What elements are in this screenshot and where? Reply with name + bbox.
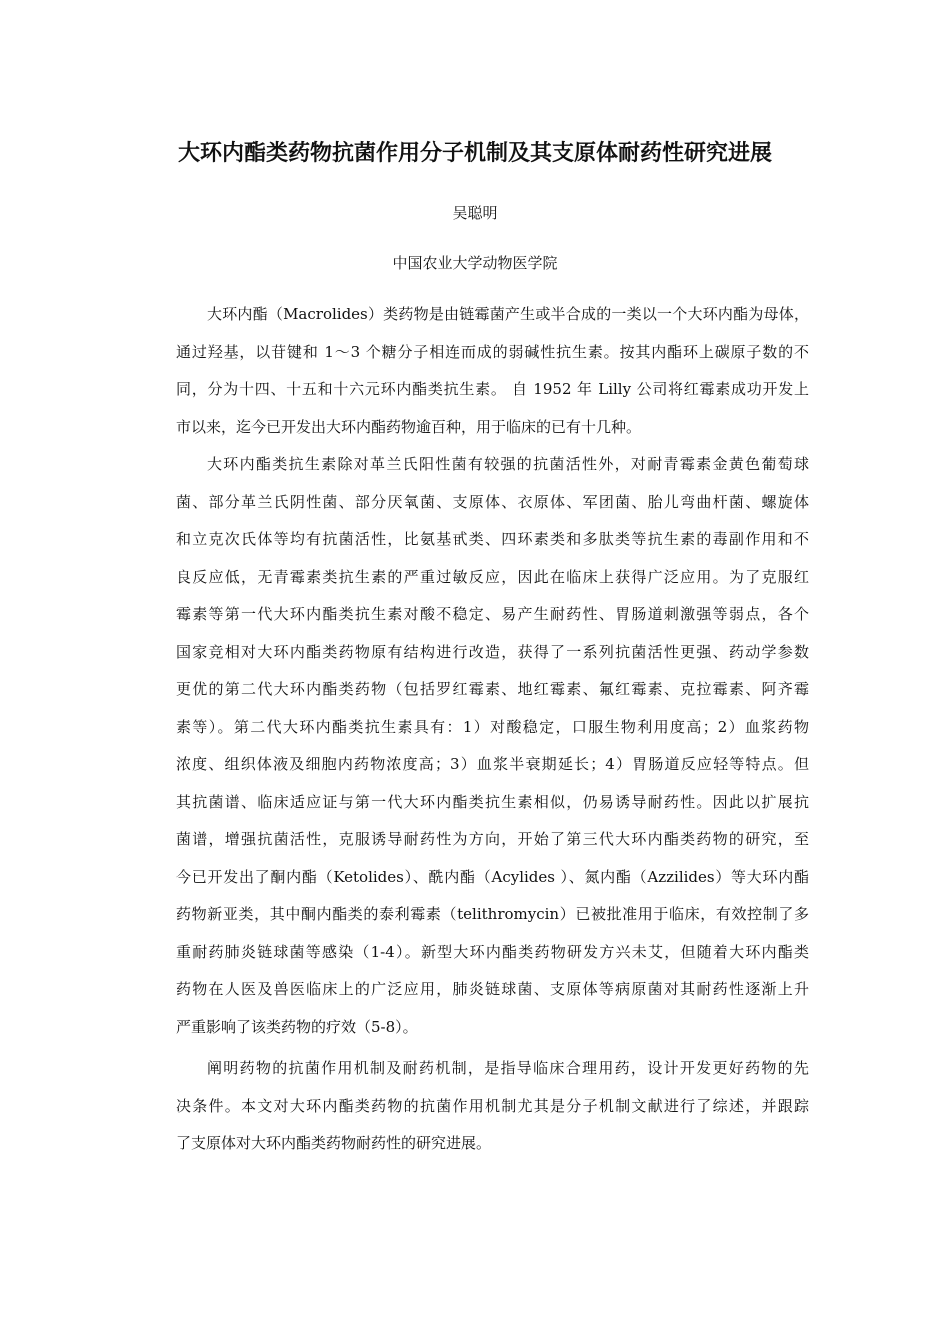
text-line: 市以来，迄今已开发出大环内酯药物逾百种，用于临床的已有十几种。 [176,417,642,436]
text-line: 浓度、组织体液及细胞内药物浓度高；3）血浆半衰期延长；4）胃肠道反应轻等特点。但 [176,755,809,773]
text-line: 素等）。第二代大环内酯类抗生素具有：1）对酸稳定，口服生物利用度高；2）血浆药物 [176,717,809,736]
text-line: 决条件。本文对大环内酯类药物的抗菌作用机制尤其是分子机制文献进行了综述，并跟踪 [176,1096,809,1115]
text-line: 霉素等第一代大环内酯类抗生素对酸不稳定、易产生耐药性、胃肠道刺激强等弱点，各个 [176,605,809,623]
text-line: 菌、部分革兰氏阴性菌、部分厌氧菌、支原体、衣原体、军团菌、胎儿弯曲杆菌、螺旋体 [176,492,809,511]
text-line: 今已开发出了酮内酯（Ketolides）、酰内酯（Acylides ）、氮内酯（Azzilides）等大环内酯 [176,867,809,886]
text-line: 和立克次氏体等均有抗菌活性，比氨基甙类、四环素类和多肽类等抗生素的毒副作用和不 [176,530,809,548]
text-line: 同，分为十四、十五和十六元环内酯类抗生素。 自 1952 年 Lilly 公司将红霉素成功开发上 [176,380,809,398]
text-line: 大环内酯类抗生素除对革兰氏阳性菌有较强的抗菌活性外，对耐青霉素金黄色葡萄球 [207,455,809,473]
text-line: 其抗菌谱、临床适应证与第一代大环内酯类抗生素相似，仍易诱导耐药性。因此以扩展抗 [176,792,809,811]
document-title: 大环内酯类药物抗菌作用分子机制及其支原体耐药性研究进展 [177,141,772,166]
author-affiliation: 中国农业大学动物医学院 [392,254,558,272]
paragraph-3 [145,1050,809,1163]
text-line: 国家竞相对大环内酯类药物原有结构进行改造，获得了一系列抗菌活性更强、药动学参数 [176,642,809,661]
text-line: 良反应低，无青霉素类抗生素的严重过敏反应，因此在临床上获得广泛应用。为了克服红 [176,567,809,586]
author-name: 吴聪明 [452,204,498,222]
text-line: 重耐药肺炎链球菌等感染（1-4）。新型大环内酯类药物研发方兴未艾，但随着大环内酯类 [176,942,809,961]
text-line: 严重影响了该类药物的疗效（5-8）。 [176,1017,418,1036]
text-line: 更优的第二代大环内酯类药物（包括罗红霉素、地红霉素、氟红霉素、克拉霉素、阿齐霉 [176,680,809,698]
text-line: 药物在人医及兽医临床上的广泛应用，肺炎链球菌、支原体等病原菌对其耐药性逐渐上升 [176,980,809,998]
article-body [145,296,809,1163]
paragraph-1 [145,296,809,446]
paragraph-2 [145,446,809,1046]
text-line: 菌谱，增强抗菌活性，克服诱导耐药性为方向，开始了第三代大环内酯类药物的研究，至 [176,830,809,848]
text-line: 通过羟基，以苷键和 1～3 个糖分子相连而成的弱碱性抗生素。按其内酯环上碳原子数的不 [176,342,809,361]
text-line: 大环内酯（Macrolides）类药物是由链霉菌产生或半合成的一类以一个大环内酯为母体， [207,305,809,323]
text-line: 了支原体对大环内酯类药物耐药性的研究进展。 [176,1134,492,1152]
text-line: 药物新亚类，其中酮内酯类的泰利霉素（telithromycin）已被批准用于临床，有效控制了多 [176,905,809,923]
text-line: 阐明药物的抗菌作用机制及耐药机制，是指导临床合理用药，设计开发更好药物的先 [207,1059,809,1077]
